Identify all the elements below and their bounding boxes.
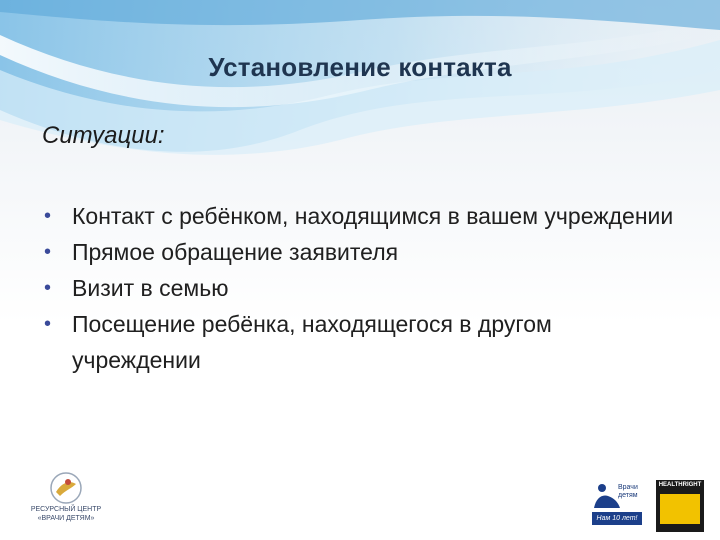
healthright-text: HEALTHRIGHT — [658, 482, 702, 488]
resource-center-logo — [22, 470, 110, 530]
logo-line1: Врачи — [618, 484, 638, 491]
bullet-dot-icon: • — [44, 205, 52, 227]
slide-title: Установление контакта — [208, 52, 512, 82]
list-item-text: Визит в семью — [72, 275, 229, 301]
bullet-dot-icon: • — [44, 277, 52, 299]
list-item — [44, 234, 684, 270]
resource-center-emblem-icon — [22, 470, 110, 506]
doctors-to-children-text — [618, 484, 638, 500]
list-item-text: Посещение ребёнка, находящегося в другом учреждении — [72, 311, 552, 373]
healthright-logo — [656, 480, 704, 532]
bullet-dot-icon: • — [44, 313, 52, 335]
list-item-text: Прямое обращение заявителя — [72, 239, 399, 265]
bullet-list — [44, 198, 684, 378]
resource-center-line1: РЕСУРСНЫЙ ЦЕНТР — [30, 506, 102, 513]
resource-center-line2: «ВРАЧИ ДЕТЯМ» — [37, 515, 95, 522]
healthright-people-icon — [660, 494, 700, 524]
list-item — [44, 270, 684, 306]
anniversary-badge: Нам 10 лет! — [592, 512, 642, 525]
slide-subtitle: Ситуации: — [42, 122, 165, 149]
logo-line2: детям — [618, 492, 638, 499]
list-item-text: Контакт с ребёнком, находящимся в вашем учреждении — [72, 203, 674, 229]
doctors-to-children-logo — [586, 478, 648, 530]
list-item — [44, 306, 684, 378]
list-item — [44, 198, 684, 234]
bullet-dot-icon: • — [44, 241, 52, 263]
